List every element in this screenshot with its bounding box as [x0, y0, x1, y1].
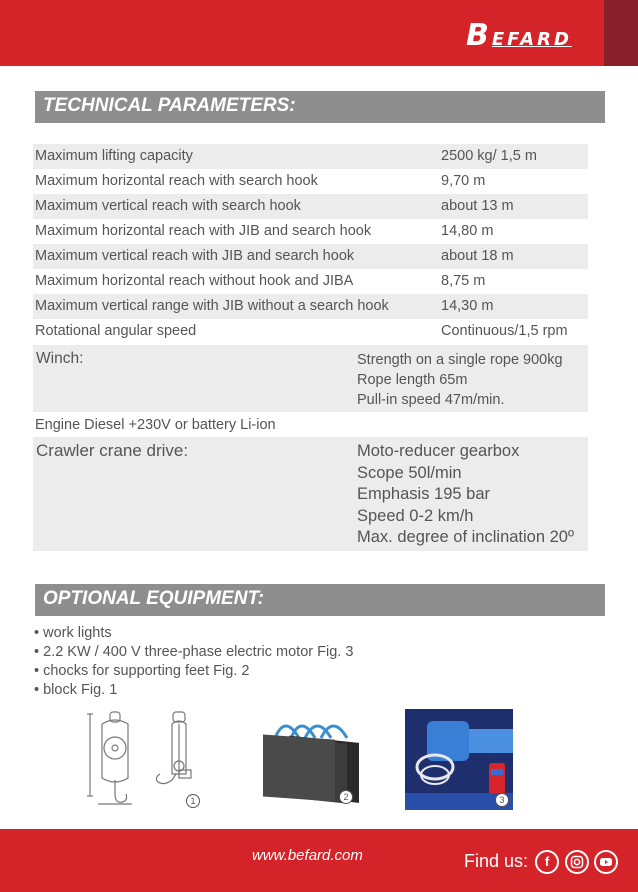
winch-label: Winch: [36, 350, 84, 367]
list-item: • chocks for supporting feet Fig. 2 [34, 662, 353, 681]
crawler-spec-line: Max. degree of inclination 20º [357, 528, 574, 546]
logo-rest: EFARD [491, 29, 572, 50]
winch-spec-line: Strength on a single rope 900kg [357, 352, 563, 368]
crawler-block [33, 437, 588, 551]
section-title: OPTIONAL EQUIPMENT: [43, 588, 264, 609]
param-value: 14,30 m [441, 298, 494, 314]
table-row [33, 319, 588, 344]
param-label: Maximum lifting capacity [35, 148, 193, 164]
param-value: about 18 m [441, 248, 514, 264]
crawler-specs [357, 441, 574, 549]
header-banner [0, 0, 638, 66]
facebook-icon[interactable]: f [535, 850, 559, 874]
chocks-figure [255, 710, 365, 810]
param-value: 2500 kg/ 1,5 m [441, 148, 537, 164]
table-row [33, 294, 588, 319]
logo-initial: B [466, 18, 492, 53]
param-label: Maximum horizontal reach with search hook [35, 173, 318, 189]
param-label: Maximum vertical reach with search hook [35, 198, 301, 214]
params-table [33, 144, 588, 344]
list-item: • work lights [34, 624, 353, 643]
param-label: Maximum vertical range with JIB without a search hook [35, 298, 389, 314]
param-value: 9,70 m [441, 173, 486, 189]
website-link[interactable]: www.befard.com [252, 847, 363, 864]
youtube-icon[interactable] [594, 850, 618, 874]
crawler-spec-line: Scope 50l/min [357, 463, 462, 482]
param-value: about 13 m [441, 198, 514, 214]
param-label: Maximum vertical reach with JIB and search hook [35, 248, 355, 264]
crawler-spec-line: Speed 0-2 km/h [357, 506, 474, 525]
table-row [33, 219, 588, 244]
param-label: Rotational angular speed [35, 323, 197, 339]
figure-number: 3 [495, 793, 509, 807]
crawler-label: Crawler crane drive: [36, 441, 189, 460]
befard-logo[interactable] [466, 18, 572, 53]
winch-spec-line: Rope length 65m [357, 372, 468, 388]
section-title: TECHNICAL PARAMETERS: [43, 95, 296, 116]
optional-list [34, 624, 353, 700]
technical-parameters-heading [35, 91, 605, 123]
param-value: 8,75 m [441, 273, 486, 289]
table-row [33, 269, 588, 294]
crawler-spec-line: Emphasis 195 bar [357, 485, 490, 503]
find-us-label: Find us: [464, 851, 529, 871]
list-item: • 2.2 KW / 400 V three-phase electric motor Fig. 3 [34, 643, 353, 662]
param-label: Maximum horizontal reach without hook and JIBA [35, 273, 354, 289]
engine-line: Engine Diesel +230V or battery Li-ion [35, 417, 276, 433]
instagram-icon[interactable] [565, 850, 589, 874]
winch-spec-line: Pull-in speed 47m/min. [357, 392, 505, 408]
winch-specs [357, 350, 563, 410]
figure-number: 2 [339, 790, 353, 804]
block-figure [84, 708, 212, 812]
table-row [33, 144, 588, 169]
optional-equipment-heading [35, 584, 605, 616]
motor-figure [405, 709, 513, 810]
figure-number: 1 [186, 794, 200, 808]
param-value: 14,80 m [441, 223, 494, 239]
footer [0, 829, 638, 892]
table-row [33, 244, 588, 269]
list-item: • block Fig. 1 [34, 681, 353, 700]
param-label: Maximum horizontal reach with JIB and search hook [35, 223, 372, 239]
header-tab [604, 0, 638, 66]
winch-block [33, 345, 588, 412]
crawler-spec-line: Moto-reducer gearbox [357, 442, 520, 460]
param-value: Continuous/1,5 rpm [441, 323, 568, 339]
table-row [33, 169, 588, 194]
table-row [33, 194, 588, 219]
